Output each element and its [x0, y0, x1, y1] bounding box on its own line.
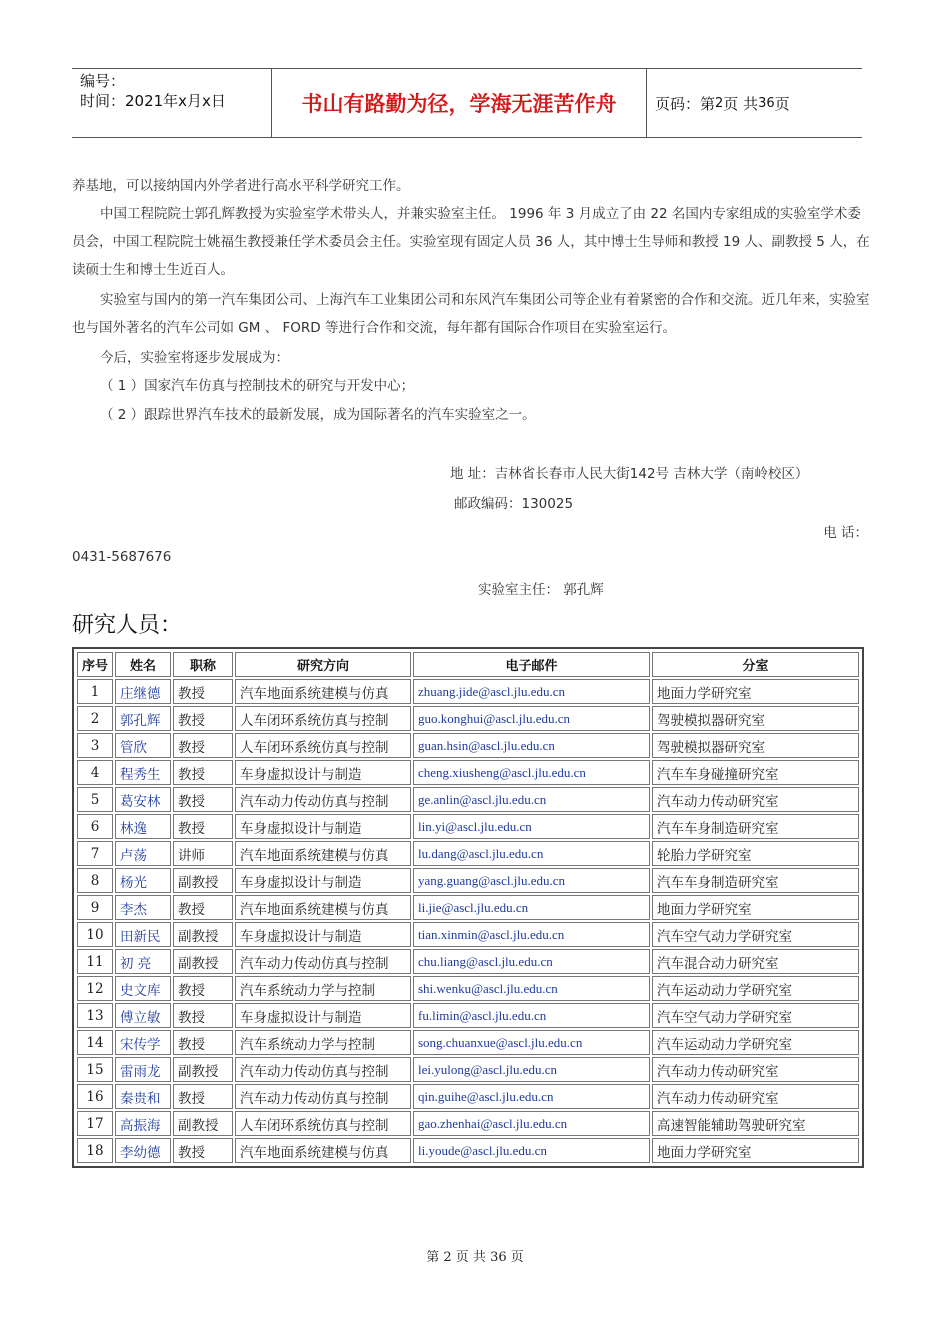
- cell-email[interactable]: gao.zhenhai@ascl.jlu.edu.cn: [413, 1111, 650, 1136]
- contact-phone: 0431-5687676: [72, 549, 172, 565]
- cell-research: 汽车动力传动仿真与控制: [235, 949, 411, 974]
- doc-time-label: 时间：2021年x月x日: [80, 92, 226, 110]
- cell-name: 李杰: [115, 895, 171, 920]
- cell-lab: 驾驶模拟器研究室: [652, 733, 859, 758]
- cell-lab: 汽车车身制造研究室: [652, 814, 859, 839]
- cell-lab: 汽车车身制造研究室: [652, 868, 859, 893]
- paragraph-3: 今后，实验室将逐步发展成为：: [100, 350, 289, 366]
- cell-title: 教授: [173, 787, 233, 812]
- table-row: [77, 760, 859, 785]
- cell-title: 教授: [173, 976, 233, 1001]
- cell-lab: 汽车运动动力学研究室: [652, 1030, 859, 1055]
- staff-table: [72, 647, 864, 1168]
- cell-email[interactable]: song.chuanxue@ascl.jlu.edu.cn: [413, 1030, 650, 1055]
- cell-index: 2: [77, 706, 113, 731]
- cell-name: 管欣: [115, 733, 171, 758]
- section-title: 研究人员：: [72, 613, 183, 638]
- cell-title: 教授: [173, 760, 233, 785]
- cell-name: 卢荡: [115, 841, 171, 866]
- footer-prefix: 第: [426, 1250, 440, 1265]
- paragraph-5: （ 2 ）跟踪世界汽车技术的最新发展，成为国际著名的汽车实验室之一。: [100, 407, 536, 423]
- cell-title: 教授: [173, 1138, 233, 1163]
- header-page-info: [647, 69, 862, 137]
- cell-title: 教授: [173, 679, 233, 704]
- cell-index: 3: [77, 733, 113, 758]
- table-row: [77, 1030, 859, 1055]
- cell-title: 教授: [173, 1084, 233, 1109]
- cell-email[interactable]: qin.guihe@ascl.jlu.edu.cn: [413, 1084, 650, 1109]
- cell-title: 教授: [173, 733, 233, 758]
- cell-title: 教授: [173, 1030, 233, 1055]
- cell-title: 副教授: [173, 1057, 233, 1082]
- cell-email[interactable]: yang.guang@ascl.jlu.edu.cn: [413, 868, 650, 893]
- cell-name: 林逸: [115, 814, 171, 839]
- cell-lab: 地面力学研究室: [652, 1138, 859, 1163]
- cell-lab: 驾驶模拟器研究室: [652, 706, 859, 731]
- table-row: [77, 868, 859, 893]
- cell-name: 傅立敏: [115, 1003, 171, 1028]
- cell-title: 副教授: [173, 949, 233, 974]
- cell-lab: 汽车车身碰撞研究室: [652, 760, 859, 785]
- page-prefix: 页码：第: [655, 94, 716, 113]
- cell-email[interactable]: li.youde@ascl.jlu.edu.cn: [413, 1138, 650, 1163]
- footer-total: 36: [490, 1250, 507, 1265]
- cell-name: 程秀生: [115, 760, 171, 785]
- contact-address: 地 址：吉林省长春市人民大街142号 吉林大学（南岭校区）: [450, 466, 809, 482]
- cell-email[interactable]: guan.hsin@ascl.jlu.edu.cn: [413, 733, 650, 758]
- cell-title: 教授: [173, 895, 233, 920]
- cell-title: 副教授: [173, 1111, 233, 1136]
- cell-research: 汽车地面系统建模与仿真: [235, 895, 411, 920]
- table-row: [77, 1003, 859, 1028]
- cell-name: 葛安林: [115, 787, 171, 812]
- cell-title: 副教授: [173, 868, 233, 893]
- cell-index: 7: [77, 841, 113, 866]
- cell-name: 郭孔辉: [115, 706, 171, 731]
- col-header-email: 电子邮件: [413, 652, 650, 677]
- table-row: [77, 733, 859, 758]
- cell-name: 庄继德: [115, 679, 171, 704]
- cell-lab: 汽车动力传动研究室: [652, 787, 859, 812]
- table-row: [77, 1138, 859, 1163]
- cell-name: 杨光: [115, 868, 171, 893]
- page-total: 36: [758, 95, 775, 111]
- header-meta: [72, 69, 272, 137]
- cell-email[interactable]: lin.yi@ascl.jlu.edu.cn: [413, 814, 650, 839]
- cell-name: 史文库: [115, 976, 171, 1001]
- cell-index: 16: [77, 1084, 113, 1109]
- cell-research: 车身虚拟设计与制造: [235, 760, 411, 785]
- footer-suffix: 页: [510, 1250, 524, 1265]
- table-row: [77, 814, 859, 839]
- paragraph-0: 养基地，可以接纳国内外学者进行高水平科学研究工作。: [72, 178, 410, 194]
- cell-title: 教授: [173, 814, 233, 839]
- table-row: [77, 922, 859, 947]
- cell-research: 车身虚拟设计与制造: [235, 1003, 411, 1028]
- cell-index: 5: [77, 787, 113, 812]
- cell-research: 车身虚拟设计与制造: [235, 922, 411, 947]
- cell-index: 14: [77, 1030, 113, 1055]
- cell-research: 人车闭环系统仿真与控制: [235, 706, 411, 731]
- contact-director: 实验室主任： 郭孔辉: [478, 582, 604, 598]
- cell-research: 汽车地面系统建模与仿真: [235, 841, 411, 866]
- cell-lab: 汽车动力传动研究室: [652, 1057, 859, 1082]
- cell-index: 18: [77, 1138, 113, 1163]
- cell-index: 4: [77, 760, 113, 785]
- contact-postcode: 邮政编码：130025: [454, 496, 574, 512]
- paragraph-4: （ 1 ）国家汽车仿真与控制技术的研究与开发中心；: [100, 378, 415, 394]
- table-row: [77, 1057, 859, 1082]
- cell-name: 秦贵和: [115, 1084, 171, 1109]
- cell-index: 1: [77, 679, 113, 704]
- table-row: [77, 895, 859, 920]
- cell-title: 副教授: [173, 922, 233, 947]
- cell-email[interactable]: li.jie@ascl.jlu.edu.cn: [413, 895, 650, 920]
- cell-lab: 汽车运动动力学研究室: [652, 976, 859, 1001]
- page-mid: 页 共: [723, 94, 759, 113]
- header-motto: 书山有路勤为径，学海无涯苦作舟: [272, 69, 647, 137]
- footer-mid: 页 共: [455, 1250, 486, 1265]
- cell-email[interactable]: tian.xinmin@ascl.jlu.edu.cn: [413, 922, 650, 947]
- cell-research: 汽车系统动力学与控制: [235, 1030, 411, 1055]
- cell-lab: 汽车混合动力研究室: [652, 949, 859, 974]
- cell-lab: 高速智能辅助驾驶研究室: [652, 1111, 859, 1136]
- col-header-name: 姓名: [115, 652, 171, 677]
- table-row: [77, 706, 859, 731]
- table-row: [77, 679, 859, 704]
- contact-phone-label: 电 话：: [823, 525, 868, 541]
- page-header: [72, 68, 862, 138]
- doc-number-label: 编号：: [80, 72, 126, 90]
- cell-name: 雷雨龙: [115, 1057, 171, 1082]
- table-row: [77, 1084, 859, 1109]
- cell-title: 教授: [173, 706, 233, 731]
- cell-index: 10: [77, 922, 113, 947]
- cell-lab: 汽车动力传动研究室: [652, 1084, 859, 1109]
- cell-index: 11: [77, 949, 113, 974]
- cell-index: 17: [77, 1111, 113, 1136]
- cell-research: 汽车地面系统建模与仿真: [235, 1138, 411, 1163]
- cell-index: 12: [77, 976, 113, 1001]
- cell-lab: 汽车空气动力学研究室: [652, 922, 859, 947]
- cell-email[interactable]: chu.liang@ascl.jlu.edu.cn: [413, 949, 650, 974]
- cell-title: 讲师: [173, 841, 233, 866]
- page-footer: [0, 1246, 950, 1265]
- cell-research: 汽车动力传动仿真与控制: [235, 787, 411, 812]
- cell-name: 宋传学: [115, 1030, 171, 1055]
- cell-research: 汽车地面系统建模与仿真: [235, 679, 411, 704]
- col-header-research: 研究方向: [235, 652, 411, 677]
- table-row: [77, 949, 859, 974]
- table-row: [77, 787, 859, 812]
- cell-lab: 地面力学研究室: [652, 895, 859, 920]
- cell-lab: 地面力学研究室: [652, 679, 859, 704]
- cell-email[interactable]: guo.konghui@ascl.jlu.edu.cn: [413, 706, 650, 731]
- col-header-index: 序号: [77, 652, 113, 677]
- page-current: 2: [715, 95, 724, 111]
- cell-research: 车身虚拟设计与制造: [235, 868, 411, 893]
- page-suffix: 页: [774, 94, 790, 113]
- cell-email[interactable]: ge.anlin@ascl.jlu.edu.cn: [413, 787, 650, 812]
- cell-lab: 轮胎力学研究室: [652, 841, 859, 866]
- cell-email[interactable]: fu.limin@ascl.jlu.edu.cn: [413, 1003, 650, 1028]
- cell-index: 15: [77, 1057, 113, 1082]
- cell-research: 汽车系统动力学与控制: [235, 976, 411, 1001]
- cell-index: 8: [77, 868, 113, 893]
- cell-research: 人车闭环系统仿真与控制: [235, 733, 411, 758]
- cell-email[interactable]: zhuang.jide@ascl.jlu.edu.cn: [413, 679, 650, 704]
- cell-title: 教授: [173, 1003, 233, 1028]
- table-row: [77, 976, 859, 1001]
- table-row: [77, 1111, 859, 1136]
- paragraph-2: 实验室与国内的第一汽车集团公司、上海汽车工业集团公司和东风汽车集团公司等企业有着紧密的合作和交流。近几年来，实验室也与国外著名的汽车公司如 GM 、 FORD 等进行合作和交流，每年都有国际合作项目在实验室运行。: [72, 292, 870, 336]
- cell-name: 田新民: [115, 922, 171, 947]
- cell-index: 9: [77, 895, 113, 920]
- table-row: [77, 841, 859, 866]
- cell-email[interactable]: shi.wenku@ascl.jlu.edu.cn: [413, 976, 650, 1001]
- col-header-lab: 分室: [652, 652, 859, 677]
- cell-index: 6: [77, 814, 113, 839]
- cell-research: 汽车动力传动仿真与控制: [235, 1084, 411, 1109]
- cell-research: 汽车动力传动仿真与控制: [235, 1057, 411, 1082]
- cell-name: 初 亮: [115, 949, 171, 974]
- cell-research: 车身虚拟设计与制造: [235, 814, 411, 839]
- paragraph-1: 中国工程院院士郭孔辉教授为实验室学术带头人，并兼实验室主任。 1996 年 3 月成立了由 22 名国内专家组成的实验室学术委员会，中国工程院院士姚福生教授兼任学术委员会主任。实验室现有固定人员 36 人，其中博士生导师和教授 19 人、副教授 5 人，在读硕士生和博士生近百人。: [72, 206, 870, 278]
- cell-email[interactable]: cheng.xiusheng@ascl.jlu.edu.cn: [413, 760, 650, 785]
- cell-email[interactable]: lu.dang@ascl.jlu.edu.cn: [413, 841, 650, 866]
- cell-name: 李幼德: [115, 1138, 171, 1163]
- cell-email[interactable]: lei.yulong@ascl.jlu.edu.cn: [413, 1057, 650, 1082]
- cell-name: 高振海: [115, 1111, 171, 1136]
- table-header-row: [77, 652, 859, 677]
- col-header-title: 职称: [173, 652, 233, 677]
- cell-lab: 汽车空气动力学研究室: [652, 1003, 859, 1028]
- cell-index: 13: [77, 1003, 113, 1028]
- footer-current: 2: [443, 1250, 452, 1265]
- cell-research: 人车闭环系统仿真与控制: [235, 1111, 411, 1136]
